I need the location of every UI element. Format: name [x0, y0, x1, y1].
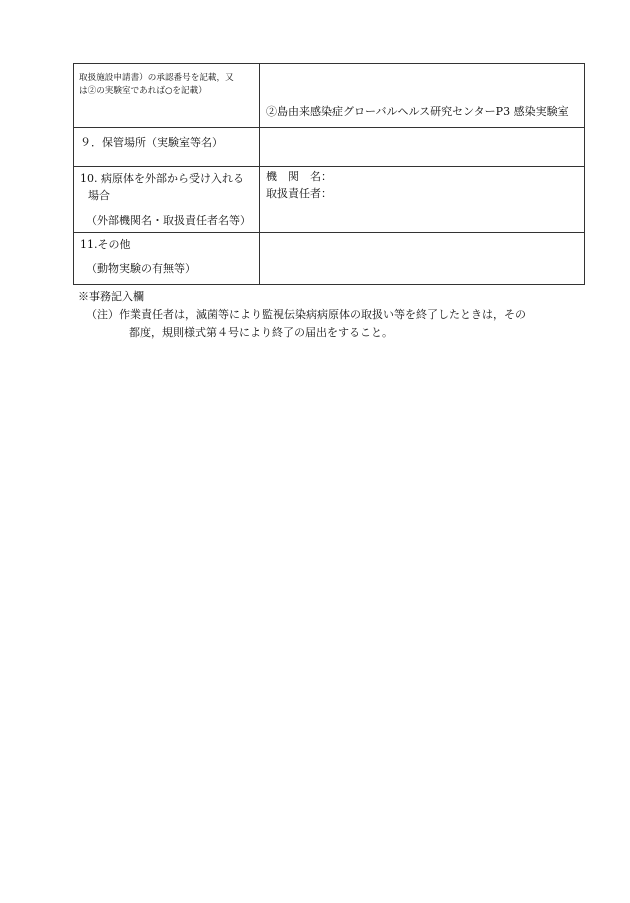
note-line1: （注）作業責任者は，滅菌等により監視伝染病病原体の取扱い等を終了したときは，その: [86, 308, 526, 322]
approval-number-row: [74, 64, 585, 128]
external-label-cell: [74, 167, 260, 233]
other-label-cell: [74, 233, 260, 285]
storage-value-cell[interactable]: [260, 128, 585, 167]
storage-location-row: [74, 128, 585, 167]
external-label-line2: 場合: [88, 188, 110, 202]
external-source-row: [74, 167, 585, 233]
approval-value: ②島由来感染症グローバルヘルス研究センターP3 感染実験室: [266, 105, 569, 119]
responsible-person-field: 取扱責任者：: [266, 186, 332, 200]
other-value-cell[interactable]: [260, 233, 585, 285]
approval-label-line1: 取扱施設申請書）の承認番号を記載，又: [79, 73, 234, 83]
external-label-line3: （外部機関名・取扱責任者名等）: [86, 213, 251, 227]
office-use-label: ※事務記入欄: [78, 290, 144, 303]
other-label-line1: 11.その他: [80, 238, 131, 251]
notes-section: [73, 288, 593, 341]
other-label-line2: （動物実験の有無等）: [86, 261, 196, 275]
approval-label-line2: は②の実験室であれば○を記載）: [79, 86, 207, 97]
approval-value-cell[interactable]: [260, 64, 585, 128]
institution-name-field: 機 関 名：: [266, 170, 332, 183]
approval-label-cell: [74, 64, 260, 128]
storage-label: ９．保管場所（実験室等名）: [74, 128, 260, 167]
application-form-table: [73, 63, 585, 285]
external-value-cell[interactable]: [260, 167, 585, 233]
other-row: [74, 233, 585, 285]
note-line2: 都度，規則様式第４号により終了の届出をすること。: [129, 326, 393, 340]
external-label-line1: 10. 病原体を外部から受け入れる: [80, 172, 244, 185]
